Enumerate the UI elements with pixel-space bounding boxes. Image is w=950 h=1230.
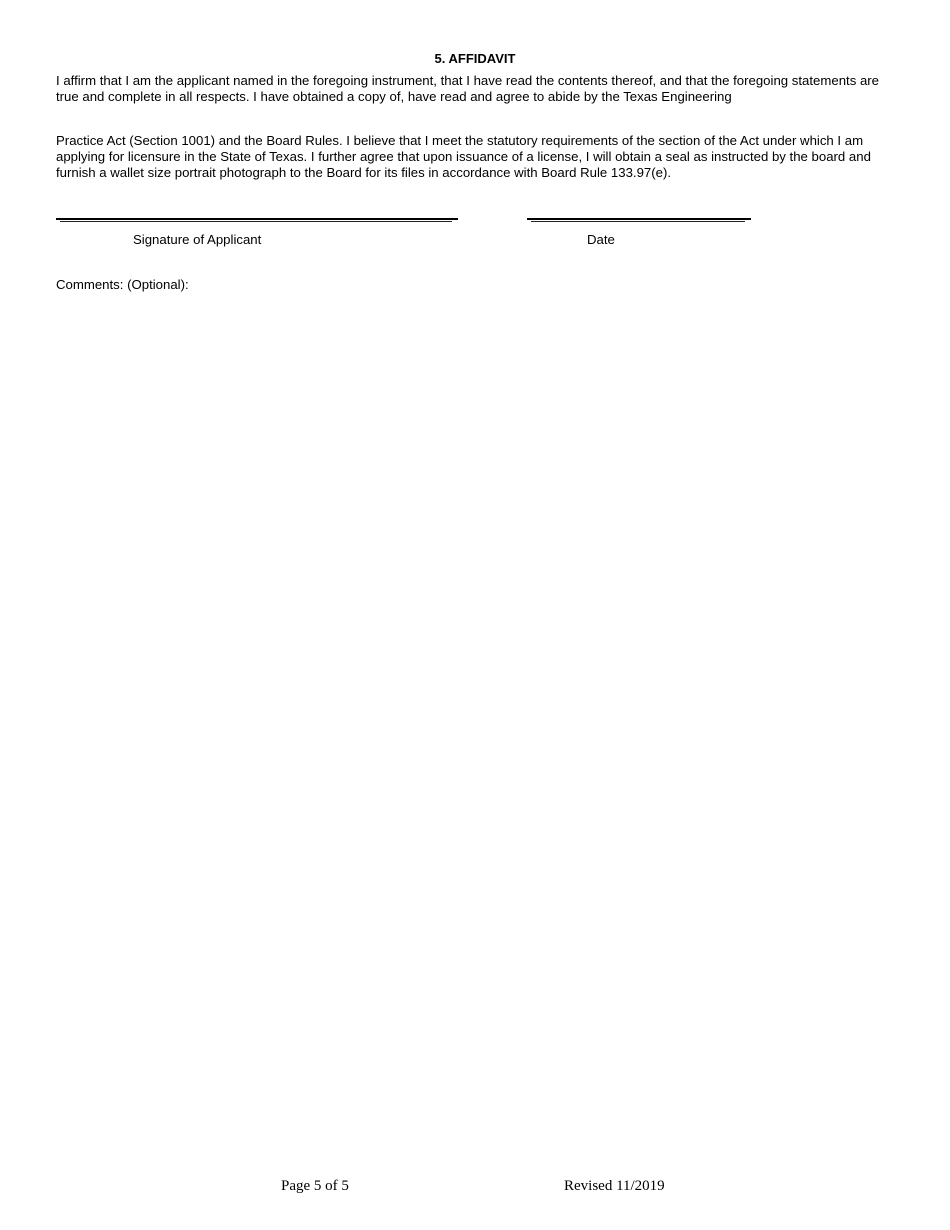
page-number: Page 5 of 5: [281, 1178, 349, 1194]
comments-field[interactable]: [56, 298, 894, 1138]
section-title: 5. AFFIDAVIT: [434, 51, 516, 66]
applicant-signature-line[interactable]: [56, 218, 458, 220]
affidavit-paragraph-2: Practice Act (Section 1001) and the Board Rules. I believe that I meet the statutory requirements of the section of the Act under which I am applying for licensure in the State of Texas. I further agree that upon issuance of a license, I will obtain a seal as instructed by the board and furnish a wallet size portrait photograph to the Board for its files in accordance with Board Rule 133.97(e).: [56, 133, 871, 180]
signature-of-applicant-label: Signature of Applicant: [133, 232, 262, 247]
affidavit-paragraph-1: I affirm that I am the applicant named in the foregoing instrument, that I have read the contents thereof, and that the foregoing statements are true and complete in all respects. I have obtained a copy of, have read and agree to abide by the Texas Engineering: [56, 73, 880, 104]
comments-label: Comments: (Optional):: [56, 277, 189, 292]
date-label: Date: [587, 232, 615, 247]
date-signature-line[interactable]: [527, 218, 751, 220]
revision-date: Revised 11/2019: [564, 1178, 665, 1194]
